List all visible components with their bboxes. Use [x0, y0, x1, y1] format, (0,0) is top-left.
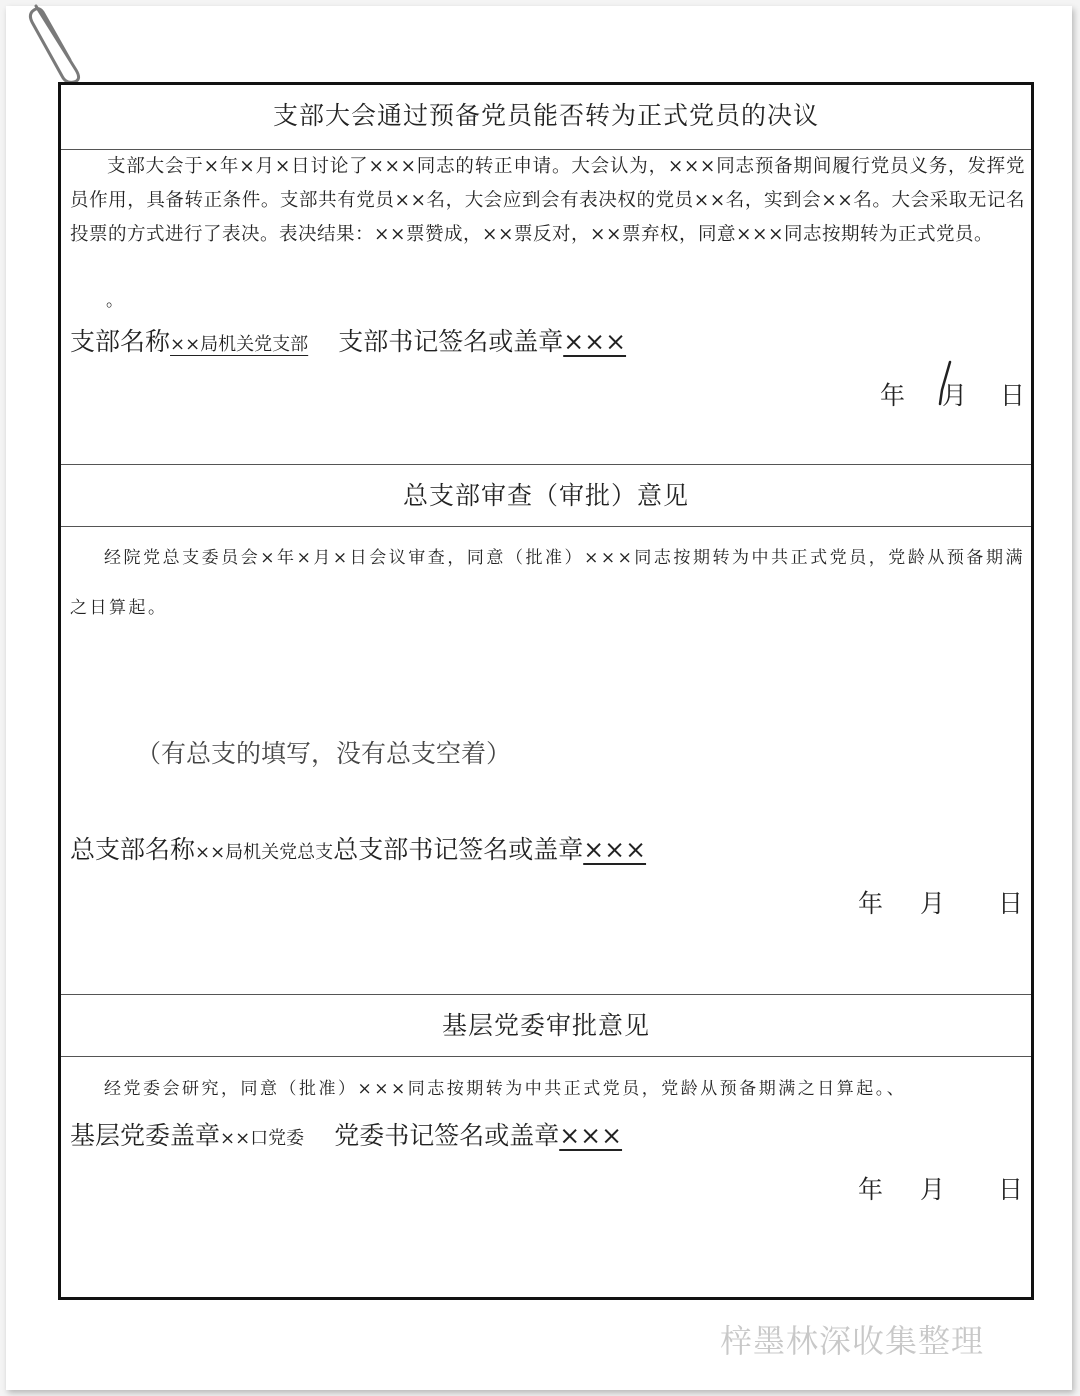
branch-name-value: ××局机关党支部 — [170, 334, 309, 355]
section2-signature-line — [70, 830, 646, 866]
committee-secretary-sign-label: 党委书记签名或盖章 — [334, 1121, 560, 1150]
party-committee-seal-label: 基层党委盖章 — [70, 1121, 221, 1150]
divider — [61, 994, 1031, 995]
date-month: 月 — [942, 381, 968, 410]
date-year: 年 — [858, 1175, 884, 1204]
watermark: 梓墨林深收集整理 — [720, 1322, 985, 1360]
secretary-sign-value: ××× — [563, 327, 627, 356]
section2-body: 经院党总支委员会×年×月×日会议审查，同意（批准）×××同志按期转为中共正式党员，党龄从预备期满之日算起。 — [70, 548, 1025, 618]
date-day: 日 — [998, 889, 1024, 918]
party-committee-seal-value: ××口党委 — [220, 1128, 305, 1149]
general-secretary-sign-value: ××× — [583, 835, 647, 864]
date-month: 月 — [920, 889, 946, 918]
section2-note: （有总支的填写，没有总支空着） — [136, 739, 512, 768]
divider — [61, 464, 1031, 465]
paperclip-icon — [26, 0, 90, 84]
date-day: 日 — [998, 1175, 1024, 1204]
section3-signature-line — [70, 1116, 622, 1152]
stray-mark: 。 — [106, 291, 123, 311]
date-day: 日 — [1000, 381, 1026, 410]
section1-body: 支部大会于×年×月×日讨论了×××同志的转正申请。大会认为，×××同志预备期间履行党员义务，发挥党员作用，具备转正条件。支部共有党员××名，大会应到会有表决权的党员××名，实到会××名。大会采取无记名投票的方式进行了表决。表决结果：××票赞成，××票反对，××票弃权，同意×××同志按期转为正式党员。 — [70, 156, 1025, 245]
section3-body: 经党委会研究，同意（批准）×××同志按期转为中共正式党员，党龄从预备期满之日算起。、 — [104, 1079, 907, 1099]
date-year: 年 — [880, 381, 906, 410]
divider — [61, 526, 1031, 527]
general-branch-name-label: 总支部名称 — [70, 835, 196, 864]
secretary-sign-label: 支部书记签名或盖章 — [338, 327, 564, 356]
section1-signature-line — [70, 322, 626, 358]
general-secretary-sign-label: 总支部书记签名或盖章 — [333, 835, 584, 864]
section1-title: 支部大会通过预备党员能否转为正式党员的决议 — [272, 101, 819, 130]
branch-name-label: 支部名称 — [70, 327, 171, 356]
section2-title: 总支部审查（审批）意见 — [402, 481, 689, 510]
date-month: 月 — [920, 1175, 946, 1204]
pen-mark-icon — [936, 360, 954, 408]
section3-title: 基层党委审批意见 — [441, 1011, 650, 1040]
divider — [61, 1056, 1031, 1057]
date-year: 年 — [858, 889, 884, 918]
committee-secretary-sign-value: ××× — [559, 1121, 623, 1150]
general-branch-name-value: ××局机关党总支 — [195, 842, 334, 863]
